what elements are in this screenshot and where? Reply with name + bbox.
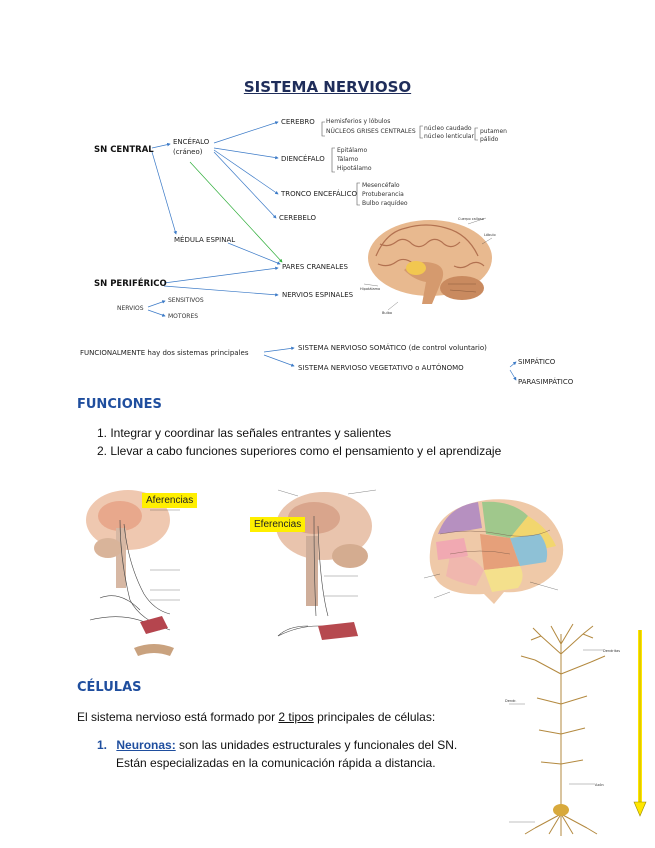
celulas-item-1 (97, 738, 457, 752)
nucleo-caudado: núcleo caudado (424, 125, 472, 132)
svg-text:Cuerpo calloso: Cuerpo calloso (458, 217, 484, 221)
mesencefalo: Mesencéfalo (362, 182, 400, 189)
sensitivos-label: SENSITIVOS (168, 297, 204, 304)
cerebro-nucleos: NÚCLEOS GRISES CENTRALES (326, 128, 416, 135)
cerebelo-label: CEREBELO (279, 214, 316, 222)
eferencias-figure (258, 486, 386, 666)
svg-text:Dendr.: Dendr. (505, 699, 517, 703)
funcionalmente-label: FUNCIONALMENTE hay dos sistemas principales (80, 349, 249, 357)
neuron-illustration (505, 614, 621, 846)
brain-lateral-map-figure (420, 494, 570, 610)
medula-label: MÉDULA ESPINAL (174, 236, 236, 244)
yellow-down-arrow-icon (632, 628, 648, 820)
svg-text:Lóbulo: Lóbulo (484, 233, 496, 237)
motores-label: MOTORES (168, 313, 199, 320)
celulas-heading: CÉLULAS (77, 680, 142, 695)
encefalo-label: ENCÉFALO (173, 138, 210, 146)
somatico-label: SISTEMA NERVIOSO SOMÁTICO (de control voluntario) (298, 344, 487, 352)
epitalamo: Epitálamo (337, 147, 368, 154)
pares-craneales-label: PARES CRANEALES (282, 263, 348, 271)
celulas-intro-link[interactable]: 2 tipos (278, 710, 314, 724)
nucleo-lenticular: núcleo lenticular (424, 133, 474, 140)
nervios-espinales-label: NERVIOS ESPINALES (282, 291, 354, 299)
parasimpatico-label: PARASIMPÁTICO (518, 378, 574, 386)
craneo-label: (cráneo) (173, 148, 203, 156)
funciones-heading: FUNCIONES (77, 397, 162, 412)
celulas-intro-pre: El sistema nervioso está formado por (77, 710, 279, 724)
funciones-item: 1. Integrar y coordinar las señales entrantes y salientes (97, 426, 392, 440)
celulas-intro (77, 710, 435, 724)
diencefalo-label: DIENCÉFALO (281, 155, 325, 163)
celulas-item-text: son las unidades estructurales y funcionales del SN. (175, 738, 458, 752)
hipotalamo: Hipotálamo (337, 165, 372, 172)
concept-diagram-arrows (0, 0, 655, 400)
neuronas-link[interactable]: Neuronas: (116, 738, 176, 752)
funciones-list (97, 424, 501, 460)
nervios-label: NERVIOS (117, 305, 144, 312)
svg-text:Axón: Axón (595, 783, 604, 787)
brain-sagittal-illustration (358, 214, 500, 316)
funciones-item: 2. Llevar a cabo funciones superiores como el pensamiento y el aprendizaje (97, 444, 502, 458)
aferencias-label: Aferencias (142, 493, 197, 508)
sn-periferico-label: SN PERIFÉRICO (94, 279, 167, 289)
putamen: putamen (480, 128, 507, 135)
svg-text:Bulbo: Bulbo (382, 311, 392, 315)
simpatico-label: SIMPÁTICO (518, 358, 556, 366)
celulas-item-1-cont: Están especializadas en la comunicación rápida a distancia. (116, 756, 436, 770)
cerebro-label: CEREBRO (281, 118, 315, 126)
sn-central-label: SN CENTRAL (94, 145, 154, 155)
svg-text:Hipotálamo: Hipotálamo (360, 287, 381, 291)
bulbo-raquideo: Bulbo raquídeo (362, 200, 408, 207)
page-title: SISTEMA NERVIOSO (243, 78, 412, 96)
cerebro-hemisferios: Hemisferios y lóbulos (326, 118, 391, 125)
celulas-item-number: 1. (97, 738, 108, 752)
palido: pálido (480, 136, 499, 143)
svg-text:Dendritas: Dendritas (603, 649, 621, 653)
eferencias-label: Eferencias (250, 517, 305, 532)
vegetativo-label: SISTEMA NERVIOSO VEGETATIVO o AUTÓNOMO (298, 364, 464, 372)
tronco-label: TRONCO ENCEFÁLICO (281, 190, 358, 198)
talamo: Tálamo (337, 156, 359, 163)
protuberancia: Protuberancia (362, 191, 404, 198)
celulas-intro-post: principales de células: (313, 710, 436, 724)
